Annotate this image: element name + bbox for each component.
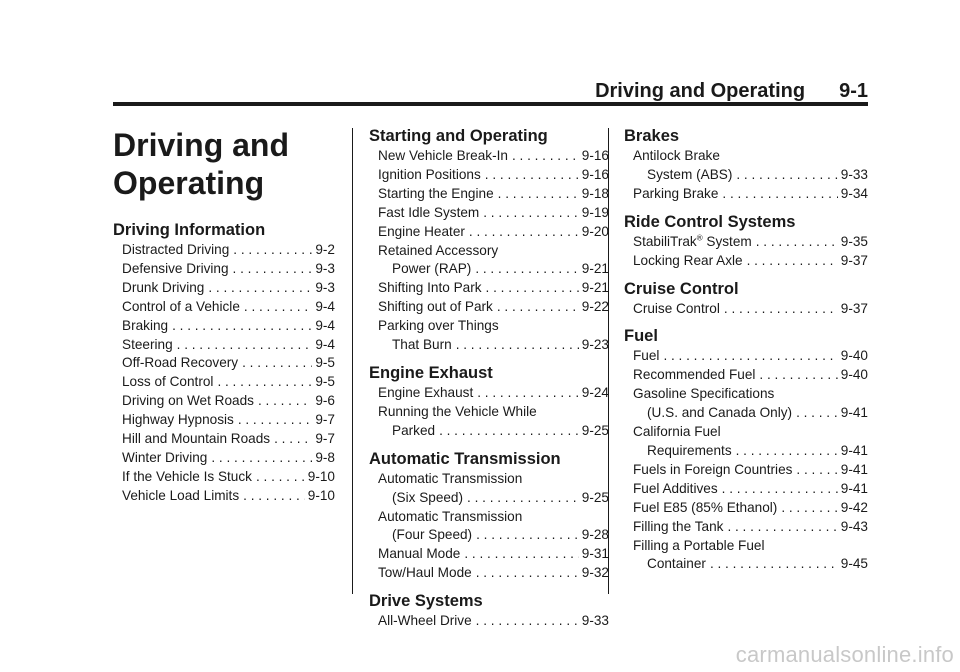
toc-entry-label: Power (RAP) bbox=[392, 261, 472, 277]
dot-leader bbox=[233, 260, 313, 279]
toc-section bbox=[624, 279, 868, 319]
toc-entry-label: Manual Mode bbox=[378, 546, 461, 562]
toc-entry-page: 9-5 bbox=[315, 355, 335, 371]
toc-entry-label: Recommended Fuel bbox=[633, 367, 756, 383]
toc-entry[interactable] bbox=[633, 499, 868, 518]
toc-entry-page: 9-4 bbox=[315, 298, 335, 314]
toc-entry-page: 9-41 bbox=[840, 405, 868, 421]
toc-entry[interactable] bbox=[122, 260, 335, 279]
page-number: 9-1 bbox=[839, 80, 868, 102]
toc-entry[interactable] bbox=[378, 564, 609, 583]
toc-entry-label: Container bbox=[647, 556, 706, 572]
toc-entry-label: If the Vehicle Is Stuck bbox=[122, 468, 252, 484]
toc-entry-label: Fuel bbox=[633, 348, 660, 364]
toc-entry[interactable] bbox=[633, 480, 868, 499]
dot-leader bbox=[256, 468, 305, 487]
toc-entry-label: Retained Accessory bbox=[378, 242, 499, 258]
toc-entry-label: Drunk Driving bbox=[122, 279, 205, 295]
toc-entry-page: 9-22 bbox=[581, 299, 609, 315]
section-heading: Automatic Transmission bbox=[369, 449, 561, 468]
dot-leader bbox=[243, 487, 305, 506]
toc-entry-page: 9-23 bbox=[581, 337, 609, 353]
watermark: carmanualsonline.info bbox=[735, 642, 954, 667]
toc-column-2 bbox=[369, 126, 609, 635]
toc-entry-label: Antilock Brake bbox=[633, 148, 720, 163]
entry-list bbox=[369, 470, 609, 583]
dot-leader bbox=[258, 392, 312, 411]
dot-leader bbox=[244, 298, 312, 317]
toc-entry-page: 9-24 bbox=[581, 384, 609, 400]
dot-leader bbox=[242, 354, 312, 373]
dot-leader bbox=[464, 545, 578, 564]
toc-section bbox=[113, 220, 335, 506]
toc-entry[interactable] bbox=[633, 147, 868, 166]
entry-list bbox=[369, 147, 609, 355]
toc-entry[interactable] bbox=[378, 612, 609, 631]
toc-entry-label: New Vehicle Break-In bbox=[378, 148, 508, 163]
entry-list bbox=[369, 612, 609, 631]
toc-section bbox=[369, 363, 609, 441]
toc-entry-page: 9-21 bbox=[581, 280, 609, 296]
toc-entry-label: California Fuel bbox=[633, 424, 721, 440]
toc-entry-page: 9-7 bbox=[315, 431, 335, 447]
toc-entry-page: 9-18 bbox=[581, 185, 609, 201]
dot-leader bbox=[722, 185, 837, 204]
toc-section bbox=[624, 126, 868, 204]
entry-list bbox=[624, 347, 868, 574]
toc-entry[interactable] bbox=[378, 279, 609, 298]
toc-entry[interactable] bbox=[633, 442, 868, 461]
toc-entry-page: 9-10 bbox=[307, 487, 335, 503]
dot-leader bbox=[663, 347, 837, 366]
toc-entry-page: 9-41 bbox=[840, 442, 868, 458]
toc-entry[interactable] bbox=[633, 347, 868, 366]
toc-entry[interactable] bbox=[633, 366, 868, 385]
toc-entry-label: Shifting Into Park bbox=[378, 280, 482, 296]
toc-entry[interactable] bbox=[122, 468, 335, 487]
toc-entry-label: Fast Idle System bbox=[378, 204, 480, 220]
dot-leader bbox=[710, 555, 838, 574]
toc-entry[interactable] bbox=[122, 241, 335, 260]
toc-entry-page: 9-33 bbox=[581, 613, 609, 629]
dot-leader bbox=[485, 166, 579, 185]
toc-section bbox=[369, 126, 609, 355]
toc-entry[interactable] bbox=[378, 470, 609, 489]
toc-sections-2 bbox=[369, 126, 609, 631]
toc-entry-page: 9-16 bbox=[581, 148, 609, 163]
toc-entry[interactable] bbox=[122, 449, 335, 468]
toc-entry-label: Loss of Control bbox=[122, 374, 214, 390]
toc-entry[interactable] bbox=[378, 545, 609, 564]
toc-entry[interactable] bbox=[633, 423, 868, 442]
dot-leader bbox=[756, 233, 838, 252]
toc-entry[interactable] bbox=[122, 487, 335, 506]
toc-entry[interactable] bbox=[378, 298, 609, 317]
toc-entry-label: Shifting out of Park bbox=[378, 299, 493, 315]
section-heading: Starting and Operating bbox=[369, 127, 548, 145]
dot-leader bbox=[759, 366, 837, 385]
toc-entry-page: 9-3 bbox=[315, 260, 335, 276]
toc-entry-page: 9-33 bbox=[840, 166, 868, 182]
toc-entry-label: Steering bbox=[122, 336, 173, 352]
toc-entry-label: Winter Driving bbox=[122, 449, 208, 465]
toc-entry-page: 9-10 bbox=[307, 468, 335, 484]
toc-entry-page: 9-25 bbox=[581, 489, 609, 505]
toc-entry-page: 9-45 bbox=[840, 556, 868, 572]
toc-entry[interactable] bbox=[378, 166, 609, 185]
toc-entry[interactable] bbox=[122, 298, 335, 317]
dot-leader bbox=[477, 384, 579, 403]
toc-entry-page: 9-34 bbox=[840, 185, 868, 201]
toc-entry[interactable] bbox=[378, 242, 609, 261]
toc-entry-page: 9-28 bbox=[581, 527, 609, 543]
toc-sections-3 bbox=[624, 126, 868, 574]
dot-leader bbox=[781, 499, 837, 518]
toc-section bbox=[369, 449, 609, 583]
toc-entry-page: 9-8 bbox=[315, 449, 335, 465]
toc-entry-label: Automatic Transmission bbox=[378, 470, 523, 486]
toc-entry-page: 9-7 bbox=[315, 412, 335, 428]
toc-entry-label: Fuel E85 (85% Ethanol) bbox=[633, 499, 778, 515]
dot-leader bbox=[483, 204, 579, 223]
toc-entry-label: Locking Rear Axle bbox=[633, 252, 743, 268]
toc-section bbox=[369, 591, 609, 631]
toc-entry-label: Parking Brake bbox=[633, 185, 719, 201]
toc-entry-label: Filling the Tank bbox=[633, 518, 724, 534]
toc-entry-label: Braking bbox=[122, 317, 169, 333]
toc-entry[interactable] bbox=[378, 260, 609, 279]
section-heading: Brakes bbox=[624, 127, 680, 145]
toc-entry[interactable] bbox=[633, 166, 868, 185]
toc-entry[interactable] bbox=[378, 526, 609, 545]
chapter-title: Driving and Operating bbox=[113, 127, 290, 201]
toc-entry[interactable] bbox=[122, 411, 335, 430]
toc-entry-page: 9-37 bbox=[840, 252, 868, 268]
toc-entry-page: 9-37 bbox=[840, 300, 868, 316]
toc-entry[interactable] bbox=[378, 317, 609, 336]
running-header bbox=[595, 80, 868, 103]
toc-entry-label: Hill and Mountain Roads bbox=[122, 431, 271, 447]
toc-entry[interactable] bbox=[633, 461, 868, 480]
dot-leader bbox=[497, 298, 579, 317]
toc-entry[interactable] bbox=[122, 354, 335, 373]
dot-leader bbox=[498, 185, 579, 204]
toc-entry[interactable] bbox=[122, 430, 335, 449]
toc-entry-label: System (ABS) bbox=[647, 166, 733, 182]
column-divider bbox=[352, 128, 353, 594]
toc-entry-label: Running the Vehicle While bbox=[378, 403, 537, 419]
dot-leader bbox=[724, 300, 838, 319]
toc-entry-label: Engine Heater bbox=[378, 223, 465, 239]
dot-leader bbox=[736, 166, 837, 185]
toc-entry[interactable] bbox=[378, 508, 609, 527]
dot-leader bbox=[172, 317, 312, 336]
dot-leader bbox=[177, 336, 313, 355]
toc-entry[interactable] bbox=[378, 185, 609, 204]
dot-leader bbox=[456, 336, 579, 355]
section-heading: Drive Systems bbox=[369, 592, 483, 611]
toc-entry-label: Off-Road Recovery bbox=[122, 355, 239, 371]
toc-entry[interactable] bbox=[378, 422, 609, 441]
toc-entry-label: Defensive Driving bbox=[122, 260, 229, 276]
toc-entry[interactable] bbox=[633, 233, 868, 252]
toc-entry-page: 9-35 bbox=[840, 233, 868, 249]
dot-leader bbox=[796, 404, 838, 423]
dot-leader bbox=[796, 461, 837, 480]
toc-entry-label: Distracted Driving bbox=[122, 242, 230, 257]
entry-list bbox=[369, 384, 609, 441]
section-heading: Engine Exhaust bbox=[369, 363, 493, 382]
toc-entry-label: (U.S. and Canada Only) bbox=[647, 405, 793, 421]
toc-entry-label: Cruise Control bbox=[633, 300, 720, 316]
toc-entry-label: Starting the Engine bbox=[378, 185, 494, 201]
toc-entry-label: Requirements bbox=[647, 442, 732, 458]
toc-entry[interactable] bbox=[633, 404, 868, 423]
header-rule bbox=[113, 102, 868, 106]
dot-leader bbox=[467, 489, 579, 508]
toc-entry[interactable] bbox=[122, 392, 335, 411]
toc-entry[interactable] bbox=[378, 384, 609, 403]
toc-entry-label: Engine Exhaust bbox=[378, 384, 474, 400]
toc-column-3 bbox=[624, 126, 868, 578]
toc-entry[interactable] bbox=[378, 489, 609, 508]
toc-entry-page: 9-41 bbox=[840, 461, 868, 477]
toc-entry-page: 9-40 bbox=[840, 367, 868, 383]
toc-entry[interactable] bbox=[633, 252, 868, 271]
dot-leader bbox=[274, 430, 312, 449]
dot-leader bbox=[469, 223, 579, 242]
toc-entry-label: Highway Hypnosis bbox=[122, 412, 234, 428]
dot-leader bbox=[736, 442, 838, 461]
toc-entry[interactable] bbox=[122, 336, 335, 355]
toc-entry-label: Parked bbox=[392, 422, 436, 438]
toc-entry-label: Ignition Positions bbox=[378, 166, 481, 182]
toc-entry[interactable] bbox=[633, 555, 868, 574]
entry-list bbox=[624, 233, 868, 271]
toc-entry-page: 9-16 bbox=[581, 166, 609, 182]
toc-entry-label: Control of a Vehicle bbox=[122, 298, 240, 314]
dot-leader bbox=[476, 612, 579, 631]
toc-entry-label: (Six Speed) bbox=[392, 489, 464, 505]
dot-leader bbox=[722, 480, 838, 499]
toc-entry-page: 9-32 bbox=[581, 565, 609, 581]
toc-entry[interactable] bbox=[633, 518, 868, 537]
toc-column-1 bbox=[113, 126, 335, 510]
toc-entry-page: 9-40 bbox=[840, 348, 868, 364]
toc-entry-page: 9-2 bbox=[315, 242, 335, 257]
toc-entry-page: 9-42 bbox=[840, 499, 868, 515]
dot-leader bbox=[208, 279, 312, 298]
dot-leader bbox=[238, 411, 313, 430]
toc-entry-page: 9-41 bbox=[840, 480, 868, 496]
toc-entry-label: That Burn bbox=[392, 337, 452, 353]
toc-entry[interactable] bbox=[633, 385, 868, 404]
toc-entry-page: 9-5 bbox=[315, 374, 335, 390]
section-heading: Ride Control Systems bbox=[624, 212, 796, 231]
toc-entry-label: StabiliTrak® System bbox=[633, 233, 752, 249]
toc-section bbox=[624, 326, 868, 574]
toc-entry[interactable] bbox=[378, 147, 609, 166]
toc-entry[interactable] bbox=[378, 223, 609, 242]
toc-entry-label: All-Wheel Drive bbox=[378, 613, 472, 629]
toc-entry-page: 9-19 bbox=[581, 204, 609, 220]
toc-sections-1 bbox=[113, 220, 335, 506]
toc-entry-label: Driving on Wet Roads bbox=[122, 393, 254, 409]
entry-list bbox=[113, 241, 335, 506]
entry-list bbox=[624, 147, 868, 204]
toc-entry-page: 9-43 bbox=[840, 518, 868, 534]
dot-leader bbox=[439, 422, 579, 441]
toc-entry-page: 9-6 bbox=[315, 393, 335, 409]
running-header-title: Driving and Operating bbox=[595, 80, 806, 102]
toc-entry[interactable] bbox=[378, 204, 609, 223]
section-heading: Driving Information bbox=[113, 221, 266, 239]
dot-leader bbox=[476, 564, 579, 583]
toc-section bbox=[624, 212, 868, 271]
toc-entry[interactable] bbox=[122, 317, 335, 336]
toc-entry-label: Parking over Things bbox=[378, 318, 499, 334]
toc-entry-page: 9-21 bbox=[581, 261, 609, 277]
toc-entry[interactable] bbox=[378, 403, 609, 422]
toc-entry-label: Filling a Portable Fuel bbox=[633, 537, 765, 553]
dot-leader bbox=[747, 252, 838, 271]
entry-list bbox=[624, 300, 868, 319]
dot-leader bbox=[233, 241, 312, 260]
toc-entry-page: 9-25 bbox=[581, 422, 609, 438]
toc-entry-page: 9-3 bbox=[315, 279, 335, 295]
dot-leader bbox=[211, 449, 312, 468]
toc-entry[interactable] bbox=[633, 185, 868, 204]
toc-entry-label: Vehicle Load Limits bbox=[122, 487, 240, 503]
dot-leader bbox=[486, 279, 579, 298]
toc-entry[interactable] bbox=[633, 300, 868, 319]
toc-entry[interactable] bbox=[378, 336, 609, 355]
toc-entry-page: 9-4 bbox=[315, 336, 335, 352]
toc-entry-label: Fuels in Foreign Countries bbox=[633, 461, 793, 477]
dot-leader bbox=[512, 147, 579, 166]
toc-entry[interactable] bbox=[122, 373, 335, 392]
toc-entry-label: Automatic Transmission bbox=[378, 508, 523, 524]
toc-entry-label: (Four Speed) bbox=[392, 527, 473, 543]
dot-leader bbox=[475, 260, 578, 279]
toc-entry-page: 9-20 bbox=[581, 223, 609, 239]
dot-leader bbox=[476, 526, 579, 545]
dot-leader bbox=[727, 518, 837, 537]
toc-entry-label: Gasoline Specifications bbox=[633, 386, 775, 402]
section-heading: Fuel bbox=[624, 327, 658, 346]
toc-entry-page: 9-4 bbox=[315, 317, 335, 333]
toc-entry[interactable] bbox=[122, 279, 335, 298]
toc-entry-page: 9-31 bbox=[581, 546, 609, 562]
toc-entry-label: Tow/Haul Mode bbox=[378, 565, 472, 581]
dot-leader bbox=[217, 373, 312, 392]
toc-entry-label: Fuel Additives bbox=[633, 480, 718, 496]
section-heading: Cruise Control bbox=[624, 279, 739, 298]
toc-entry[interactable] bbox=[633, 537, 868, 556]
